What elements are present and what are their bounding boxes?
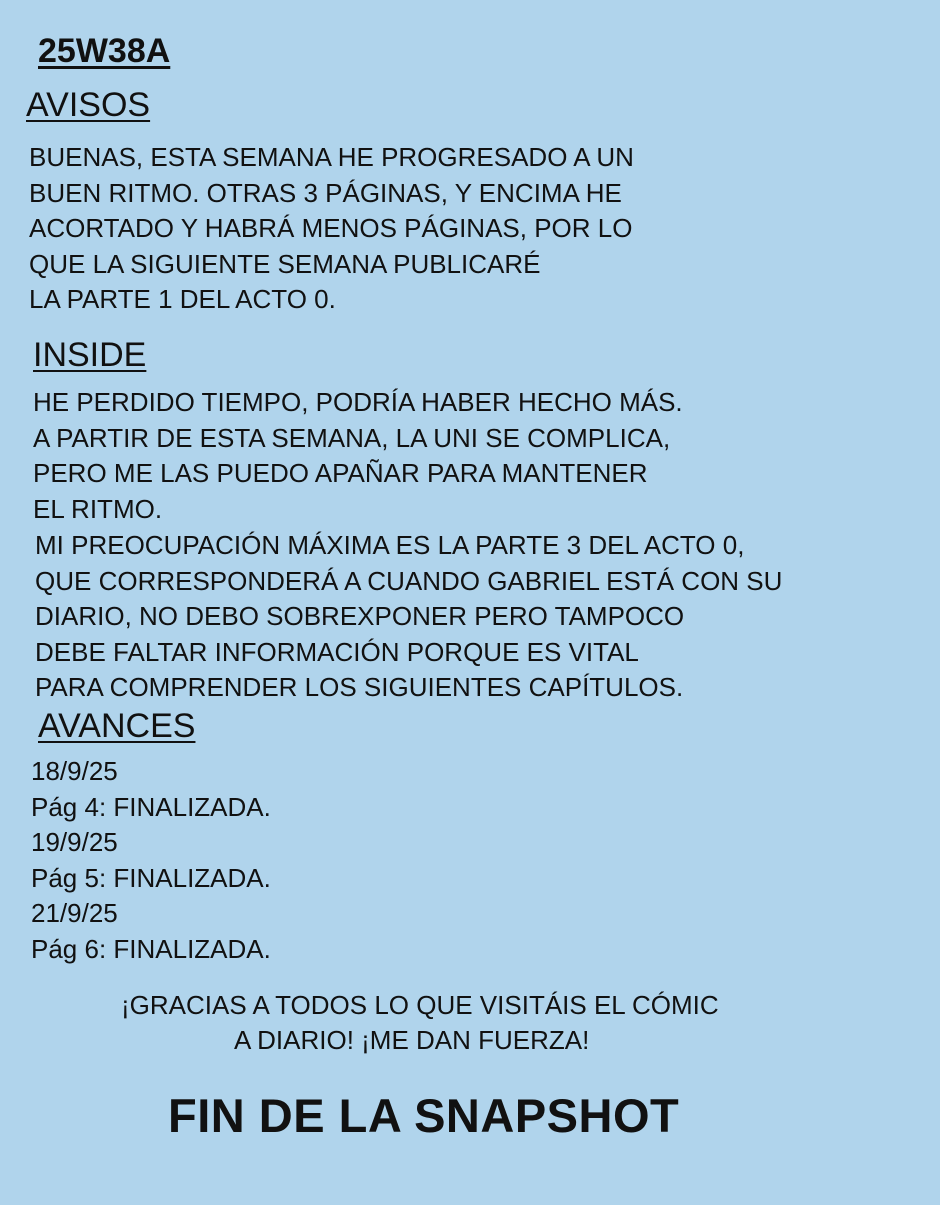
log-text: Pág 5: FINALIZADA. xyxy=(31,862,271,893)
footer-title: FIN DE LA SNAPSHOT xyxy=(168,1089,680,1142)
avisos-line: QUE LA SIGUIENTE SEMANA PUBLICARÉ xyxy=(29,248,541,279)
log-text: Pág 4: FINALIZADA. xyxy=(31,791,271,822)
inside-line: A PARTIR DE ESTA SEMANA, LA UNI SE COMPLICA, xyxy=(33,422,671,453)
inside-paragraph-1 xyxy=(33,385,683,527)
avisos-line: ACORTADO Y HABRÁ MENOS PÁGINAS, POR LO xyxy=(29,213,633,243)
log-entry xyxy=(31,896,271,967)
avisos-line: BUENAS, ESTA SEMANA HE PROGRESADO A UN xyxy=(29,142,634,172)
avisos-heading: AVISOS xyxy=(26,86,151,124)
thanks-line-2: A DIARIO! ¡ME DAN FUERZA! xyxy=(234,1025,590,1055)
inside-line: HE PERDIDO TIEMPO, PODRÍA HABER HECHO MÁS. xyxy=(33,387,683,417)
log-date: 19/9/25 xyxy=(31,827,118,857)
thanks-message xyxy=(0,988,940,1058)
inside-line: DIARIO, NO DEBO SOBREXPONER PERO TAMPOCO xyxy=(35,601,685,631)
inside-line: PARA COMPRENDER LOS SIGUIENTES CAPÍTULOS. xyxy=(35,672,684,702)
inside-line: DEBE FALTAR INFORMACIÓN PORQUE ES VITAL xyxy=(35,636,639,667)
inside-heading: INSIDE xyxy=(33,336,147,374)
thanks-line-1: ¡GRACIAS A TODOS LO QUE VISITÁIS EL CÓMIC xyxy=(121,990,719,1020)
inside-paragraph-2 xyxy=(35,528,782,706)
inside-line: PERO ME LAS PUEDO APAÑAR PARA MANTENER xyxy=(33,458,648,488)
log-entry xyxy=(31,825,271,896)
log-date: 21/9/25 xyxy=(31,898,118,928)
inside-line: EL RITMO. xyxy=(33,493,163,524)
avisos-line: LA PARTE 1 DEL ACTO 0. xyxy=(29,284,336,314)
log-entry xyxy=(31,754,271,825)
avances-log xyxy=(31,754,271,967)
inside-line: MI PREOCUPACIÓN MÁXIMA ES LA PARTE 3 DEL ACTO 0, xyxy=(35,530,745,560)
avances-heading: AVANCES xyxy=(38,707,196,745)
inside-line: QUE CORRESPONDERÁ A CUANDO GABRIEL ESTÁ CON SU xyxy=(35,565,783,596)
log-date: 18/9/25 xyxy=(31,756,118,786)
log-text: Pág 6: FINALIZADA. xyxy=(31,933,271,964)
avisos-paragraph xyxy=(29,140,634,318)
avisos-line: BUEN RITMO. OTRAS 3 PÁGINAS, Y ENCIMA HE xyxy=(29,177,622,208)
snapshot-code: 25W38A xyxy=(38,32,171,70)
